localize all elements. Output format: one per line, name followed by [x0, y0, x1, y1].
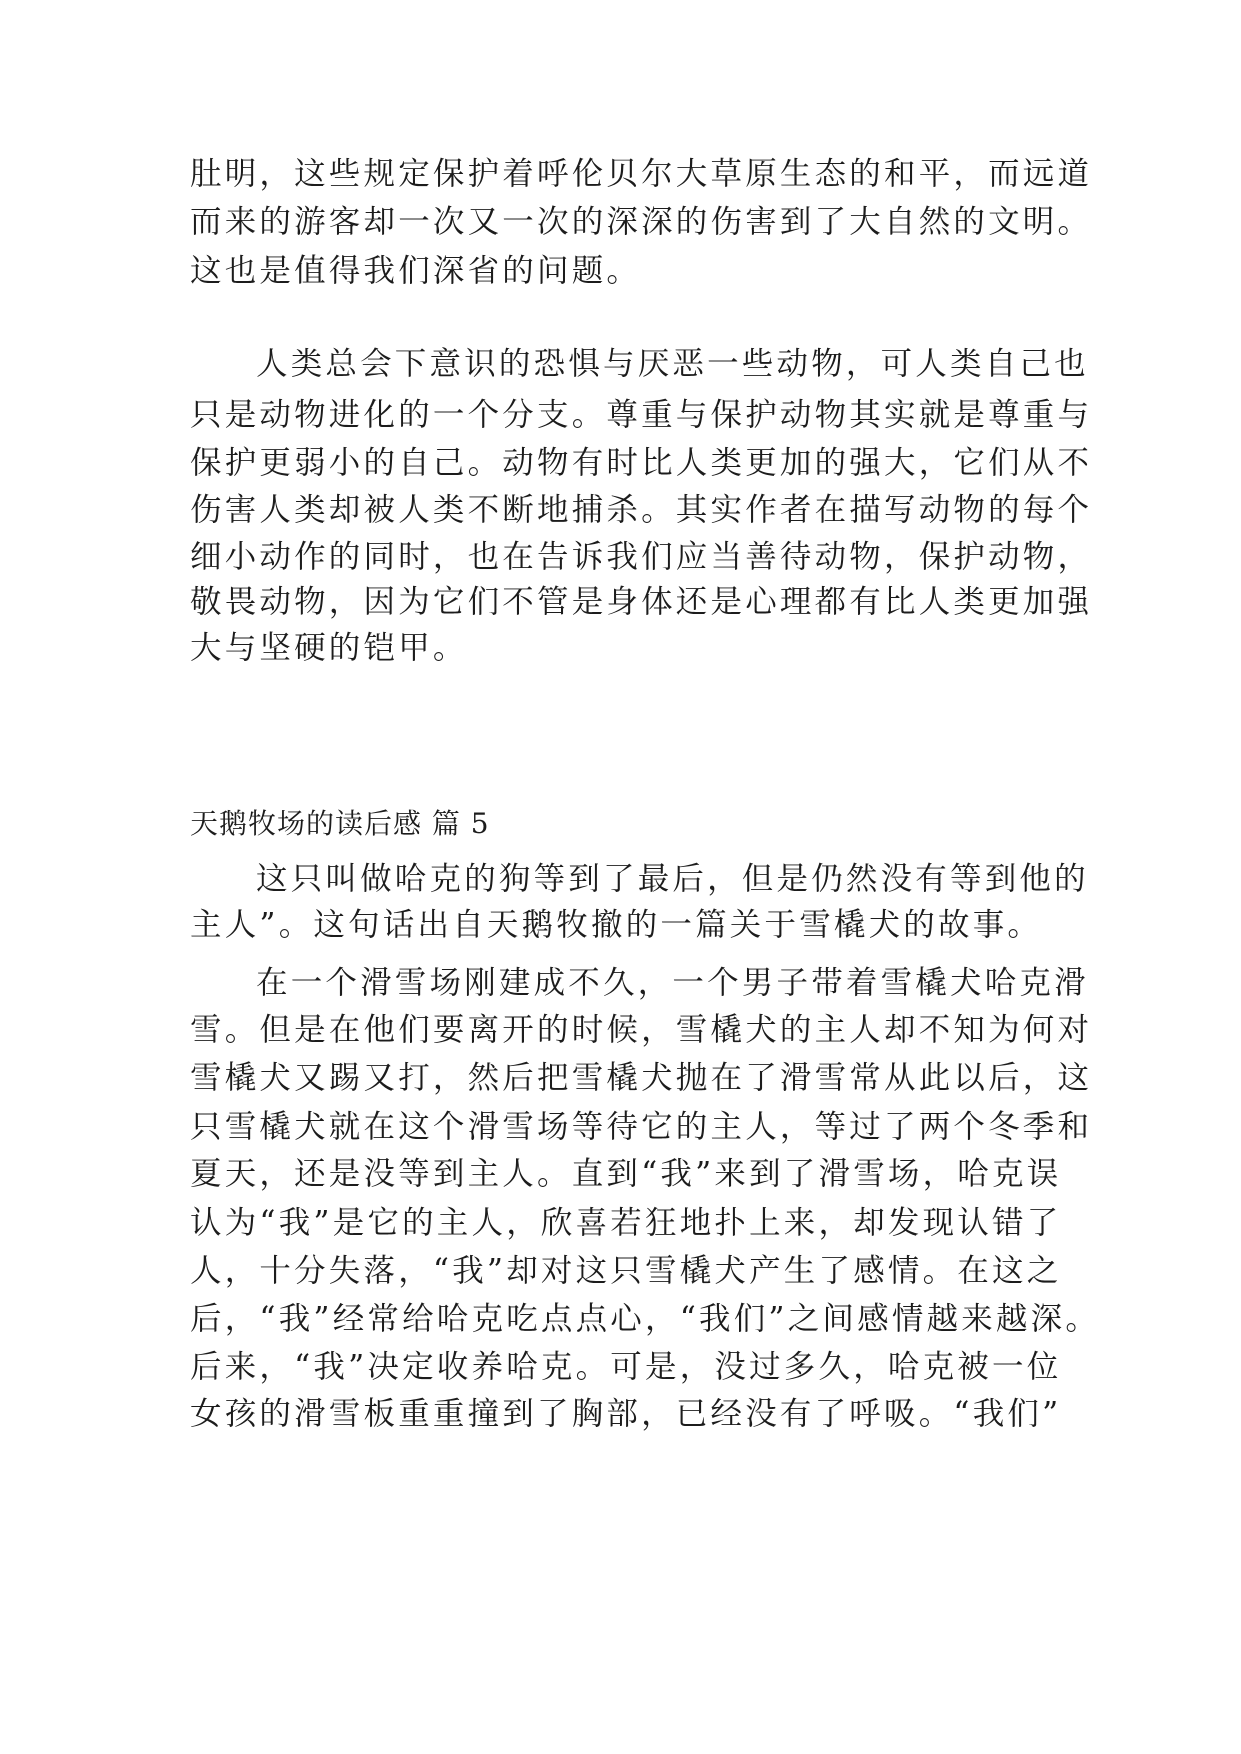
text-line: 细小动作的同时，也在告诉我们应当善待动物，保护动物，: [190, 539, 1093, 575]
text-line: 后来，“我”决定收养哈克。可是，没过多久，哈克被一位: [190, 1349, 1062, 1385]
text-line: 雪橇犬又踢又打，然后把雪橇犬抛在了滑雪常从此以后，这: [190, 1060, 1093, 1096]
text-line: 敬畏动物，因为它们不管是身体还是心理都有比人类更加强: [190, 584, 1093, 620]
text-line: 在一个滑雪场刚建成不久，一个男子带着雪橇犬哈克滑: [256, 965, 1089, 1001]
section-heading: 天鹅牧场的读后感 篇 5: [190, 807, 490, 840]
text-line: 只是动物进化的一个分支。尊重与保护动物其实就是尊重与: [190, 397, 1093, 433]
text-line: 这也是值得我们深省的问题。: [190, 253, 642, 289]
text-line: 后，“我”经常给哈克吃点点心，“我们”之间感情越来越深。: [190, 1301, 1101, 1337]
text-line: 主人”。这句话出自天鹅牧撤的一篇关于雪橇犬的故事。: [190, 907, 1043, 943]
text-line: 人类总会下意识的恐惧与厌恶一些动物，可人类自己也: [256, 346, 1089, 382]
text-line: 人，十分失落，“我”却对这只雪橇犬产生了感情。在这之: [190, 1253, 1062, 1289]
text-line: 只雪橇犬就在这个滑雪场等待它的主人，等过了两个冬季和: [190, 1109, 1093, 1145]
text-line: 女孩的滑雪板重重撞到了胸部，已经没有了呼吸。“我们”: [190, 1396, 1062, 1432]
text-line: 保护更弱小的自己。动物有时比人类更加的强大，它们从不: [190, 445, 1093, 481]
text-line: 伤害人类却被人类不断地捕杀。其实作者在描写动物的每个: [190, 492, 1093, 528]
text-line: 大与坚硬的铠甲。: [190, 630, 468, 666]
text-line: 而来的游客却一次又一次的深深的伤害到了大自然的文明。: [190, 204, 1093, 240]
text-line: 雪。但是在他们要离开的时候，雪橇犬的主人却不知为何对: [190, 1012, 1093, 1048]
text-line: 夏天，还是没等到主人。直到“我”来到了滑雪场，哈克误: [190, 1156, 1062, 1192]
text-line: 这只叫做哈克的狗等到了最后，但是仍然没有等到他的: [256, 861, 1089, 897]
text-line: 肚明，这些规定保护着呼伦贝尔大草原生态的和平，而远道: [190, 156, 1093, 192]
text-line: 认为“我”是它的主人，欣喜若狂地扑上来，却发现认错了: [190, 1205, 1062, 1241]
